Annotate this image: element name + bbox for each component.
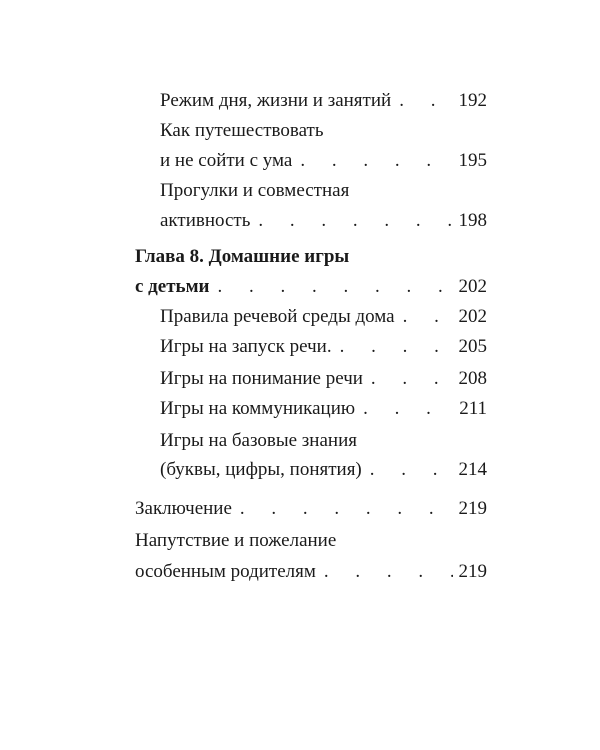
- toc-entry-title-cont: особенным родителям: [135, 561, 316, 582]
- toc-entry-title-cont: активность: [160, 210, 251, 231]
- dot-leader: [395, 302, 453, 332]
- toc-entry-title: Игры на понимание речи: [160, 368, 363, 389]
- dot-leader: [316, 557, 453, 587]
- dot-leader: [292, 146, 452, 176]
- toc-line: [135, 557, 487, 587]
- dot-leader: [391, 86, 452, 116]
- toc-page-number: 198: [458, 210, 487, 231]
- dot-leader: [250, 206, 452, 236]
- dot-leader: [232, 494, 453, 524]
- toc-line: [135, 272, 487, 302]
- toc-page-number: 202: [458, 276, 487, 297]
- toc-entry-title: Напутствие и пожелание: [135, 530, 337, 551]
- chapter-title: Глава 8. Домашние игры: [135, 246, 350, 267]
- toc-line: [160, 364, 487, 394]
- toc-page-number: 214: [458, 459, 487, 480]
- toc-line: [160, 332, 487, 362]
- toc-entry-title: Заключение: [135, 498, 232, 519]
- toc-line: [160, 302, 487, 332]
- toc-entry-title-cont: и не сойти с ума: [160, 150, 293, 171]
- dot-leader: [363, 364, 453, 394]
- toc-page-number: 211: [459, 398, 487, 419]
- dot-leader: [355, 394, 453, 424]
- chapter-title-cont: с детьми: [135, 276, 210, 297]
- dot-leader: [210, 272, 453, 302]
- toc-entry-title: Правила речевой среды дома: [160, 306, 395, 327]
- dot-leader: [362, 455, 453, 485]
- toc-line: [135, 494, 487, 524]
- toc-page-number: 219: [458, 561, 487, 582]
- toc-line: [160, 86, 487, 116]
- toc-entry-title: Игры на запуск речи.: [160, 336, 332, 357]
- toc-entry-title-cont: (буквы, цифры, понятия): [160, 459, 362, 480]
- toc-page-number: 195: [458, 150, 487, 171]
- toc-entry-title: Прогулки и совместная: [160, 180, 350, 201]
- toc-page-number: 219: [458, 498, 487, 519]
- toc-line: [160, 394, 487, 424]
- toc-page-number: 205: [458, 336, 487, 357]
- dot-leader: [332, 332, 453, 362]
- toc-page-number: 192: [458, 90, 487, 111]
- toc-entry-title: Игры на базовые знания: [160, 430, 357, 451]
- toc-line: [160, 455, 487, 485]
- toc-entry-title: Режим дня, жизни и занятий: [160, 90, 392, 111]
- toc-line: [160, 206, 487, 236]
- toc-entry-title: Как путешествовать: [160, 120, 324, 141]
- toc-entry-title: Игры на коммуникацию: [160, 398, 356, 419]
- toc-page-number: 208: [458, 368, 487, 389]
- toc-page-number: 202: [458, 306, 487, 327]
- toc-line: [160, 146, 487, 176]
